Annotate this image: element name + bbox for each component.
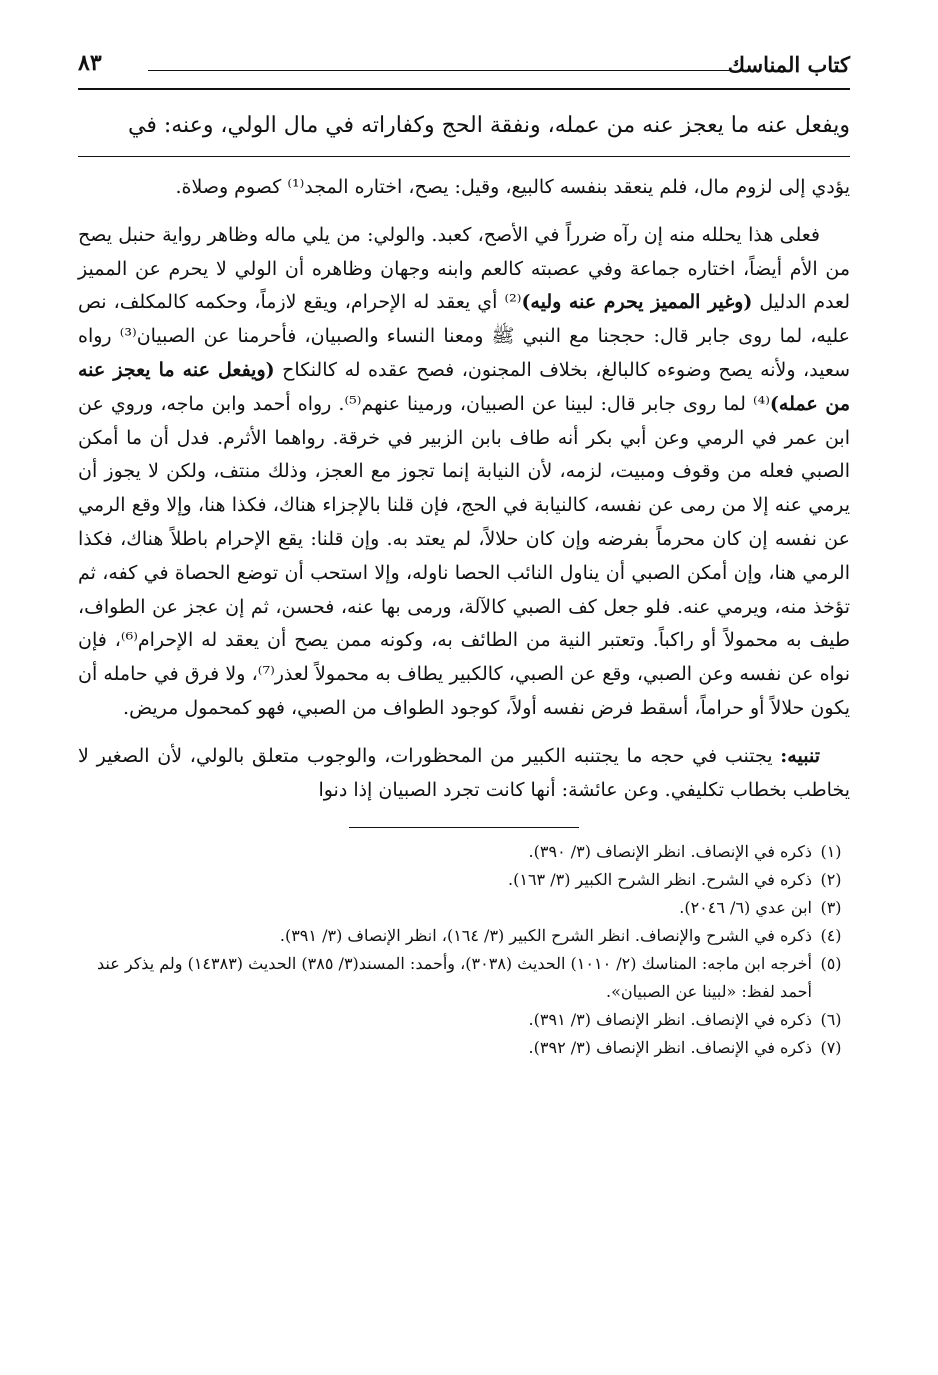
footnotes bbox=[78, 838, 850, 1062]
notice-label: تنبيه: bbox=[780, 744, 820, 767]
paragraph-2-part-e: ⁽⁴⁾ لما روى جابر قال: لبينا عن الصبيان، ورمينا عنهم⁽⁵⁾. رواه أحمد وابن ماجه، وروي عن ابن عمر في الرمي وعن أبي بكر أنه طاف بابن الزبير في خرقة. رواهما الأثرم. فدل أن ما أمكن الصبي فعله من وقوف ومبيت، لزمه، لأن النيابة إنما تجوز مع العجز، وذلك منتف، ولكن لا يجوز أن يرمي عنه إلا من رمى عن نفسه، كالنيابة في الحج، فإن قلنا بالإجزاء هناك، فكذا هنا، وإلا وقع الرمي عن نفسه إن كان محرماً بفرضه وإن كان حلالاً، لم يعتد به. وإن قلنا: يقع الإحرام باطلاً هناك، فكذا الرمي هنا، وإن أمكن الصبي أن يناول النائب الحصا ناوله، وإلا استحب أن توضع الحصاة في كفه، ثم تؤخذ منه، ويرمي عنه. فلو جعل كف الصبي كالآلة، ورمى بها عنه، فحسن، ثم إن عجز عن الطواف، طيف به محمولاً أو راكباً. وتعتبر النية من الطائف به، وكونه ممن يصح أن يعقد له الإحرام⁽⁶⁾، فإن نواه عن نفسه وعن الصبي، وقع عن الصبي، كالكبير يطاف به محمولاً لعذر⁽⁷⁾، ولا فرق في حامله أن يكون حلالاً أو حراماً، أسقط فرض نفسه أولاً، كوجود الطواف من الصبي، فهو كمحمول مريض. bbox=[78, 392, 850, 719]
footnote bbox=[78, 894, 850, 922]
quoted-matn-2: (ويفعل عنه ما يعجز عنه من عمله) bbox=[78, 358, 850, 415]
footnote-text: ذكره في الإنصاف. انظر الإنصاف (٣/ ٣٩٠). bbox=[528, 842, 812, 862]
book-page bbox=[78, 48, 850, 1062]
footnote bbox=[78, 866, 850, 894]
footnote-number: (٧) bbox=[820, 1038, 842, 1058]
footnote-number: (٥) bbox=[820, 954, 842, 974]
footnote-number: (١) bbox=[820, 842, 842, 862]
running-header bbox=[78, 48, 850, 90]
footnote bbox=[78, 950, 850, 1006]
footnote bbox=[78, 838, 850, 866]
footnote-number: (٤) bbox=[820, 926, 842, 946]
paragraph-1: يؤدي إلى لزوم مال، فلم ينعقد بنفسه كالبيع، وقيل: يصح، اختاره المجد⁽¹⁾ كصوم وصلاة. bbox=[175, 176, 850, 198]
footnote-text: ذكره في الشرح. انظر الشرح الكبير (٣/ ١٦٣). bbox=[508, 870, 812, 890]
footnote bbox=[78, 1006, 850, 1034]
footnote-text: أخرجه ابن ماجه: المناسك (٢/ ١٠١٠) الحديث (٣٠٣٨)، وأحمد: المسند(٣/ ٣٨٥) الحديث (١٤٣٨٣) ولم يذكر عند أحمد لفظ: «لبينا عن الصبيان». bbox=[97, 954, 812, 1002]
page-number: ٨٣ bbox=[78, 50, 102, 76]
paragraph-2-part-c: ⁽²⁾ أي يعقد له الإحرام، ويقع لازماً، وحكمه كالمكلف، نص عليه، لما روى جابر قال: حججنا مع النبي ﷺ ومعنا النساء والصبيان، فأحرمنا عن الصبيان⁽³⁾ رواه سعيد، ولأنه يصح وضوءه كالبالغ، بخلاف المجنون، فصح عقده له كالنكاح bbox=[78, 291, 850, 381]
footnote-number: (٦) bbox=[820, 1010, 842, 1030]
paragraph-2 bbox=[78, 219, 850, 726]
footnote bbox=[78, 922, 850, 950]
chapter-title: كتاب المناسك bbox=[727, 52, 850, 77]
matn-text: ويفعل عنه ما يعجز عنه من عمله، ونفقة الحج وكفاراته في مال الولي، وعنه: في bbox=[78, 90, 850, 157]
header-rule bbox=[148, 70, 730, 71]
footnote-text: ابن عدي (٦/ ٢٠٤٦). bbox=[679, 898, 812, 918]
paragraph-3 bbox=[78, 740, 850, 808]
footnote-separator bbox=[349, 827, 579, 828]
footnote-number: (٢) bbox=[820, 870, 842, 890]
footnote-text: ذكره في الشرح والإنصاف. انظر الشرح الكبير (٣/ ١٦٤)، انظر الإنصاف (٣/ ٣٩١). bbox=[279, 926, 812, 946]
footnote-text: ذكره في الإنصاف. انظر الإنصاف (٣/ ٣٩١). bbox=[528, 1010, 812, 1030]
footnote-number: (٣) bbox=[820, 898, 842, 918]
paragraph-2-part-a: فعلى هذا يحلله منه إن رآه ضرراً في الأصح، كعبد. والولي: من يلي ماله وظاهر رواية حنبل يصح من الأم أيضاً، اختاره جماعة وفي عصبته كالعم وابنه وجهان وظاهره أن الولي لا يحرم عن المميز لعدم الدليل bbox=[78, 223, 851, 314]
commentary bbox=[78, 171, 850, 807]
quoted-matn-1: (وغير المميز يحرم عنه وليه) bbox=[521, 291, 753, 314]
footnote-text: ذكره في الإنصاف. انظر الإنصاف (٣/ ٣٩٢). bbox=[528, 1038, 812, 1058]
footnote bbox=[78, 1034, 850, 1062]
notice-text: يجتنب في حجه ما يجتنبه الكبير من المحظورات، والوجوب متعلق بالولي، لأن الصغير لا يخاطب بخطاب تكليفي. وعن عائشة: أنها كانت تجرد الصبيان إذا دنوا bbox=[78, 744, 850, 801]
